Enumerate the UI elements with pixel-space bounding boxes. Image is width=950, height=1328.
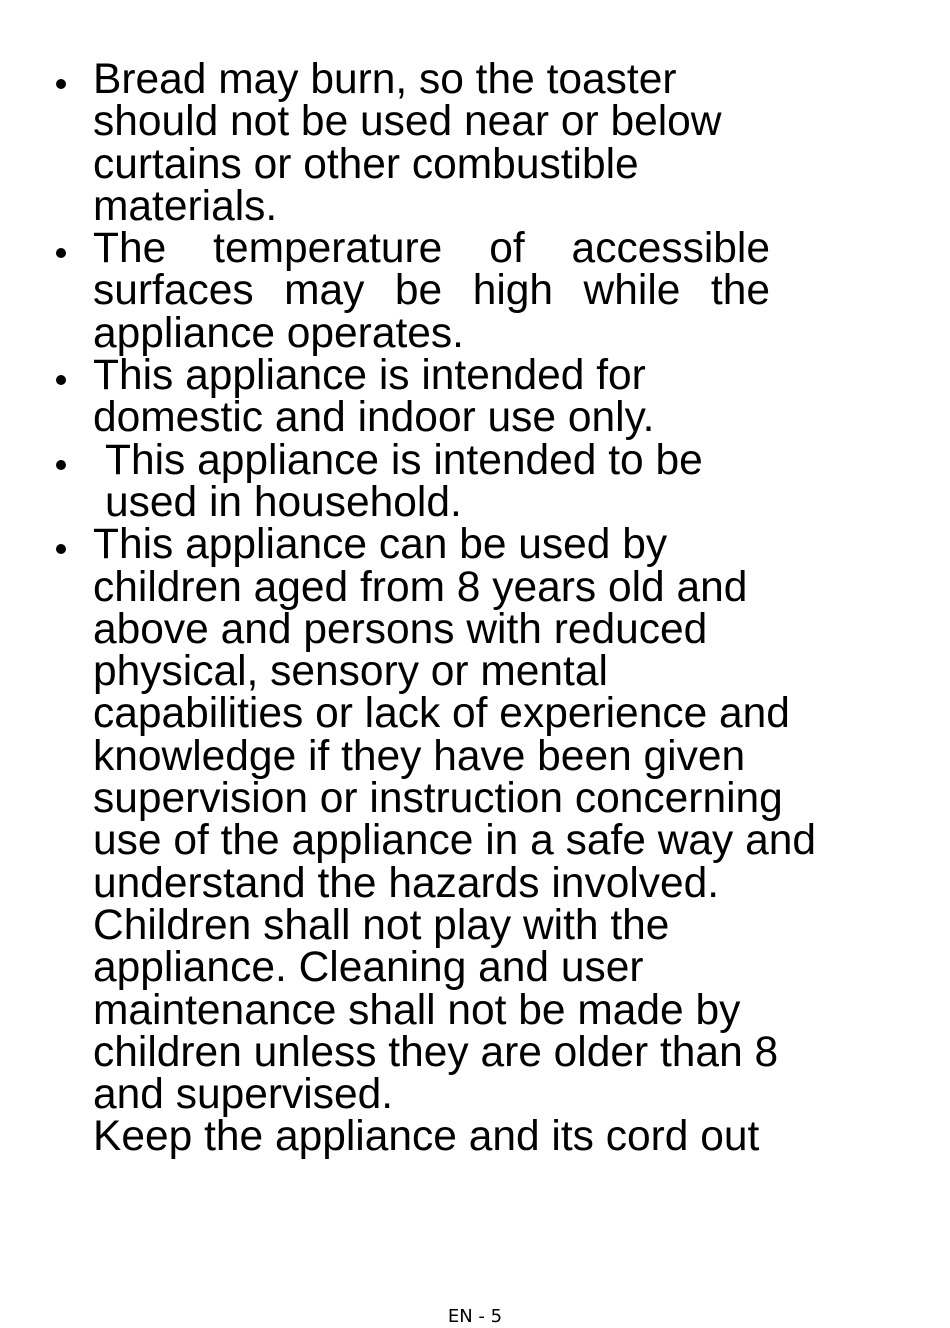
bullet-icon <box>56 79 66 89</box>
text-line: This appliance can be used by <box>93 521 668 569</box>
text-line: supervision or instruction concerning <box>93 775 783 823</box>
list-item-household-use <box>0 436 805 526</box>
list-item-domestic-use <box>0 352 873 442</box>
text-line: physical, sensory or mental <box>93 648 608 696</box>
text-line: and supervised. <box>93 1071 394 1119</box>
text-line: use of the appliance in a safe way and <box>93 817 816 865</box>
text-line: Children shall not play with the <box>93 901 670 949</box>
text-line: materials. <box>93 182 278 230</box>
list-item-bread-burn <box>0 56 873 230</box>
text-line: knowledge if they have been given <box>93 732 746 780</box>
text-line: appliance operates. <box>93 309 464 357</box>
text-line: children unless they are older than 8 <box>93 1028 779 1076</box>
safety-instructions-list <box>0 56 950 1161</box>
bullet-icon <box>56 248 66 258</box>
bullet-icon <box>56 375 66 385</box>
text-line: Bread may burn, so the toaster <box>93 56 677 103</box>
text-line: The temperature of accessible <box>93 225 770 273</box>
text-line: This appliance is intended to be <box>105 436 703 484</box>
text-line: should not be used near or below <box>93 98 722 146</box>
text-line: surfaces may be high while the <box>93 267 770 315</box>
bullet-icon <box>56 544 66 554</box>
list-item-children-use <box>0 521 893 1161</box>
text-line: above and persons with reduced <box>93 605 708 653</box>
text-line: This appliance is intended for <box>93 352 646 400</box>
text-line: used in household. <box>105 478 462 526</box>
text-line: understand the hazards involved. <box>93 859 720 907</box>
text-line: children aged from 8 years old and <box>93 563 748 611</box>
text-line: Keep the appliance and its cord out <box>93 1113 760 1161</box>
page-number: EN - 5 <box>447 1306 503 1327</box>
bullet-icon <box>56 460 66 470</box>
text-line: capabilities or lack of experience and <box>93 690 790 738</box>
text-line: appliance. Cleaning and user <box>93 944 644 992</box>
text-line: maintenance shall not be made by <box>93 986 741 1034</box>
text-line: domestic and indoor use only. <box>93 394 655 442</box>
text-line: curtains or other combustible <box>93 140 639 188</box>
list-item-surface-temperature <box>0 225 873 357</box>
